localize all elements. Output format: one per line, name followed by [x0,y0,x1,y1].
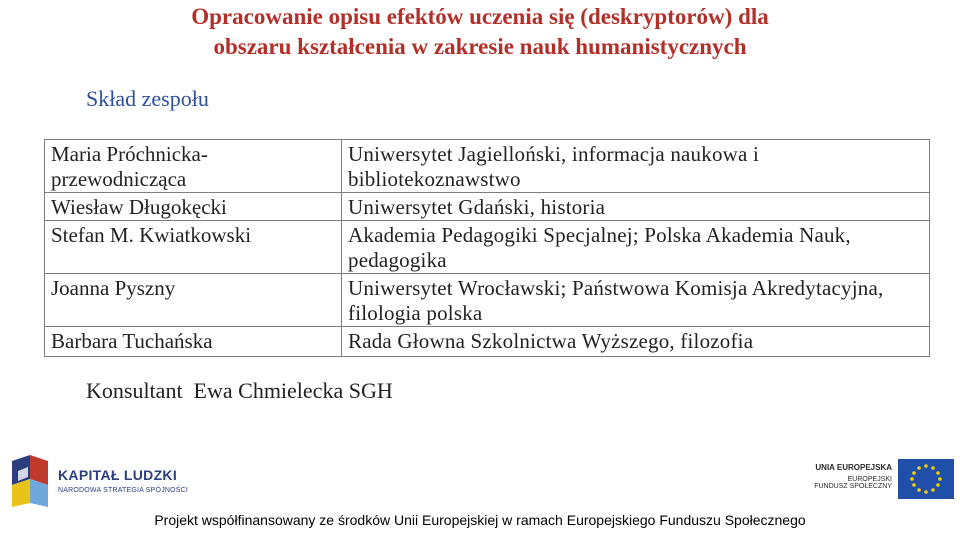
eu-logo-text [814,463,892,490]
member-affiliation: Uniwersytet Wrocławski; Państwowa Komisja Akredytacyjna, filologia polska [342,274,930,327]
kapital-ludzki-emblem-icon [8,455,52,507]
eu-logo [800,455,956,507]
member-affiliation: Akademia Pedagogiki Specjalnej; Polska Akademia Nauk, pedagogika [342,221,930,274]
logo-name: KAPITAŁ LUDZKI [58,467,178,483]
member-name: Joanna Pyszny [45,274,342,327]
eu-line-3: FUNDUSZ SPOŁECZNY [814,483,892,490]
title-line-1: Opracowanie opisu efektów uczenia się (deskryptorów) dla [191,4,769,29]
table-row [45,274,930,327]
member-affiliation: Uniwersytet Gdański, historia [342,193,930,221]
consultant-note: Konsultant Ewa Chmielecka SGH [86,378,393,403]
footer-note: Projekt współfinansowany ze środków Unii Europejskiej w ramach Europejskiego Funduszu Społecznego [154,512,806,528]
member-affiliation: Rada Głowna Szkolnictwa Wyższego, filozofia [342,327,930,357]
team-heading: Skład zespołu [86,86,209,111]
eu-line-2: EUROPEJSKI [847,476,892,483]
table-row [45,327,930,357]
page-title [0,2,960,62]
team-table [44,139,930,357]
table-row [45,140,930,193]
table-row [45,221,930,274]
member-name: Wiesław Długokęcki [45,193,342,221]
eu-flag-icon [898,459,954,499]
member-name: Stefan M. Kwiatkowski [45,221,342,274]
title-line-2: obszaru kształcenia w zakresie nauk humanistycznych [213,34,747,59]
logo-tagline: NARODOWA STRATEGIA SPÓJNOŚCI [58,487,189,494]
table-row [45,193,930,221]
member-name: Barbara Tuchańska [45,327,342,357]
member-affiliation: Uniwersytet Jagielloński, informacja naukowa i bibliotekoznawstwo [342,140,930,193]
eu-line-1: UNIA EUROPEJSKA [815,463,892,472]
kapital-ludzki-logo [8,455,208,507]
member-name: Maria Próchnicka-przewodnicząca [45,140,342,193]
